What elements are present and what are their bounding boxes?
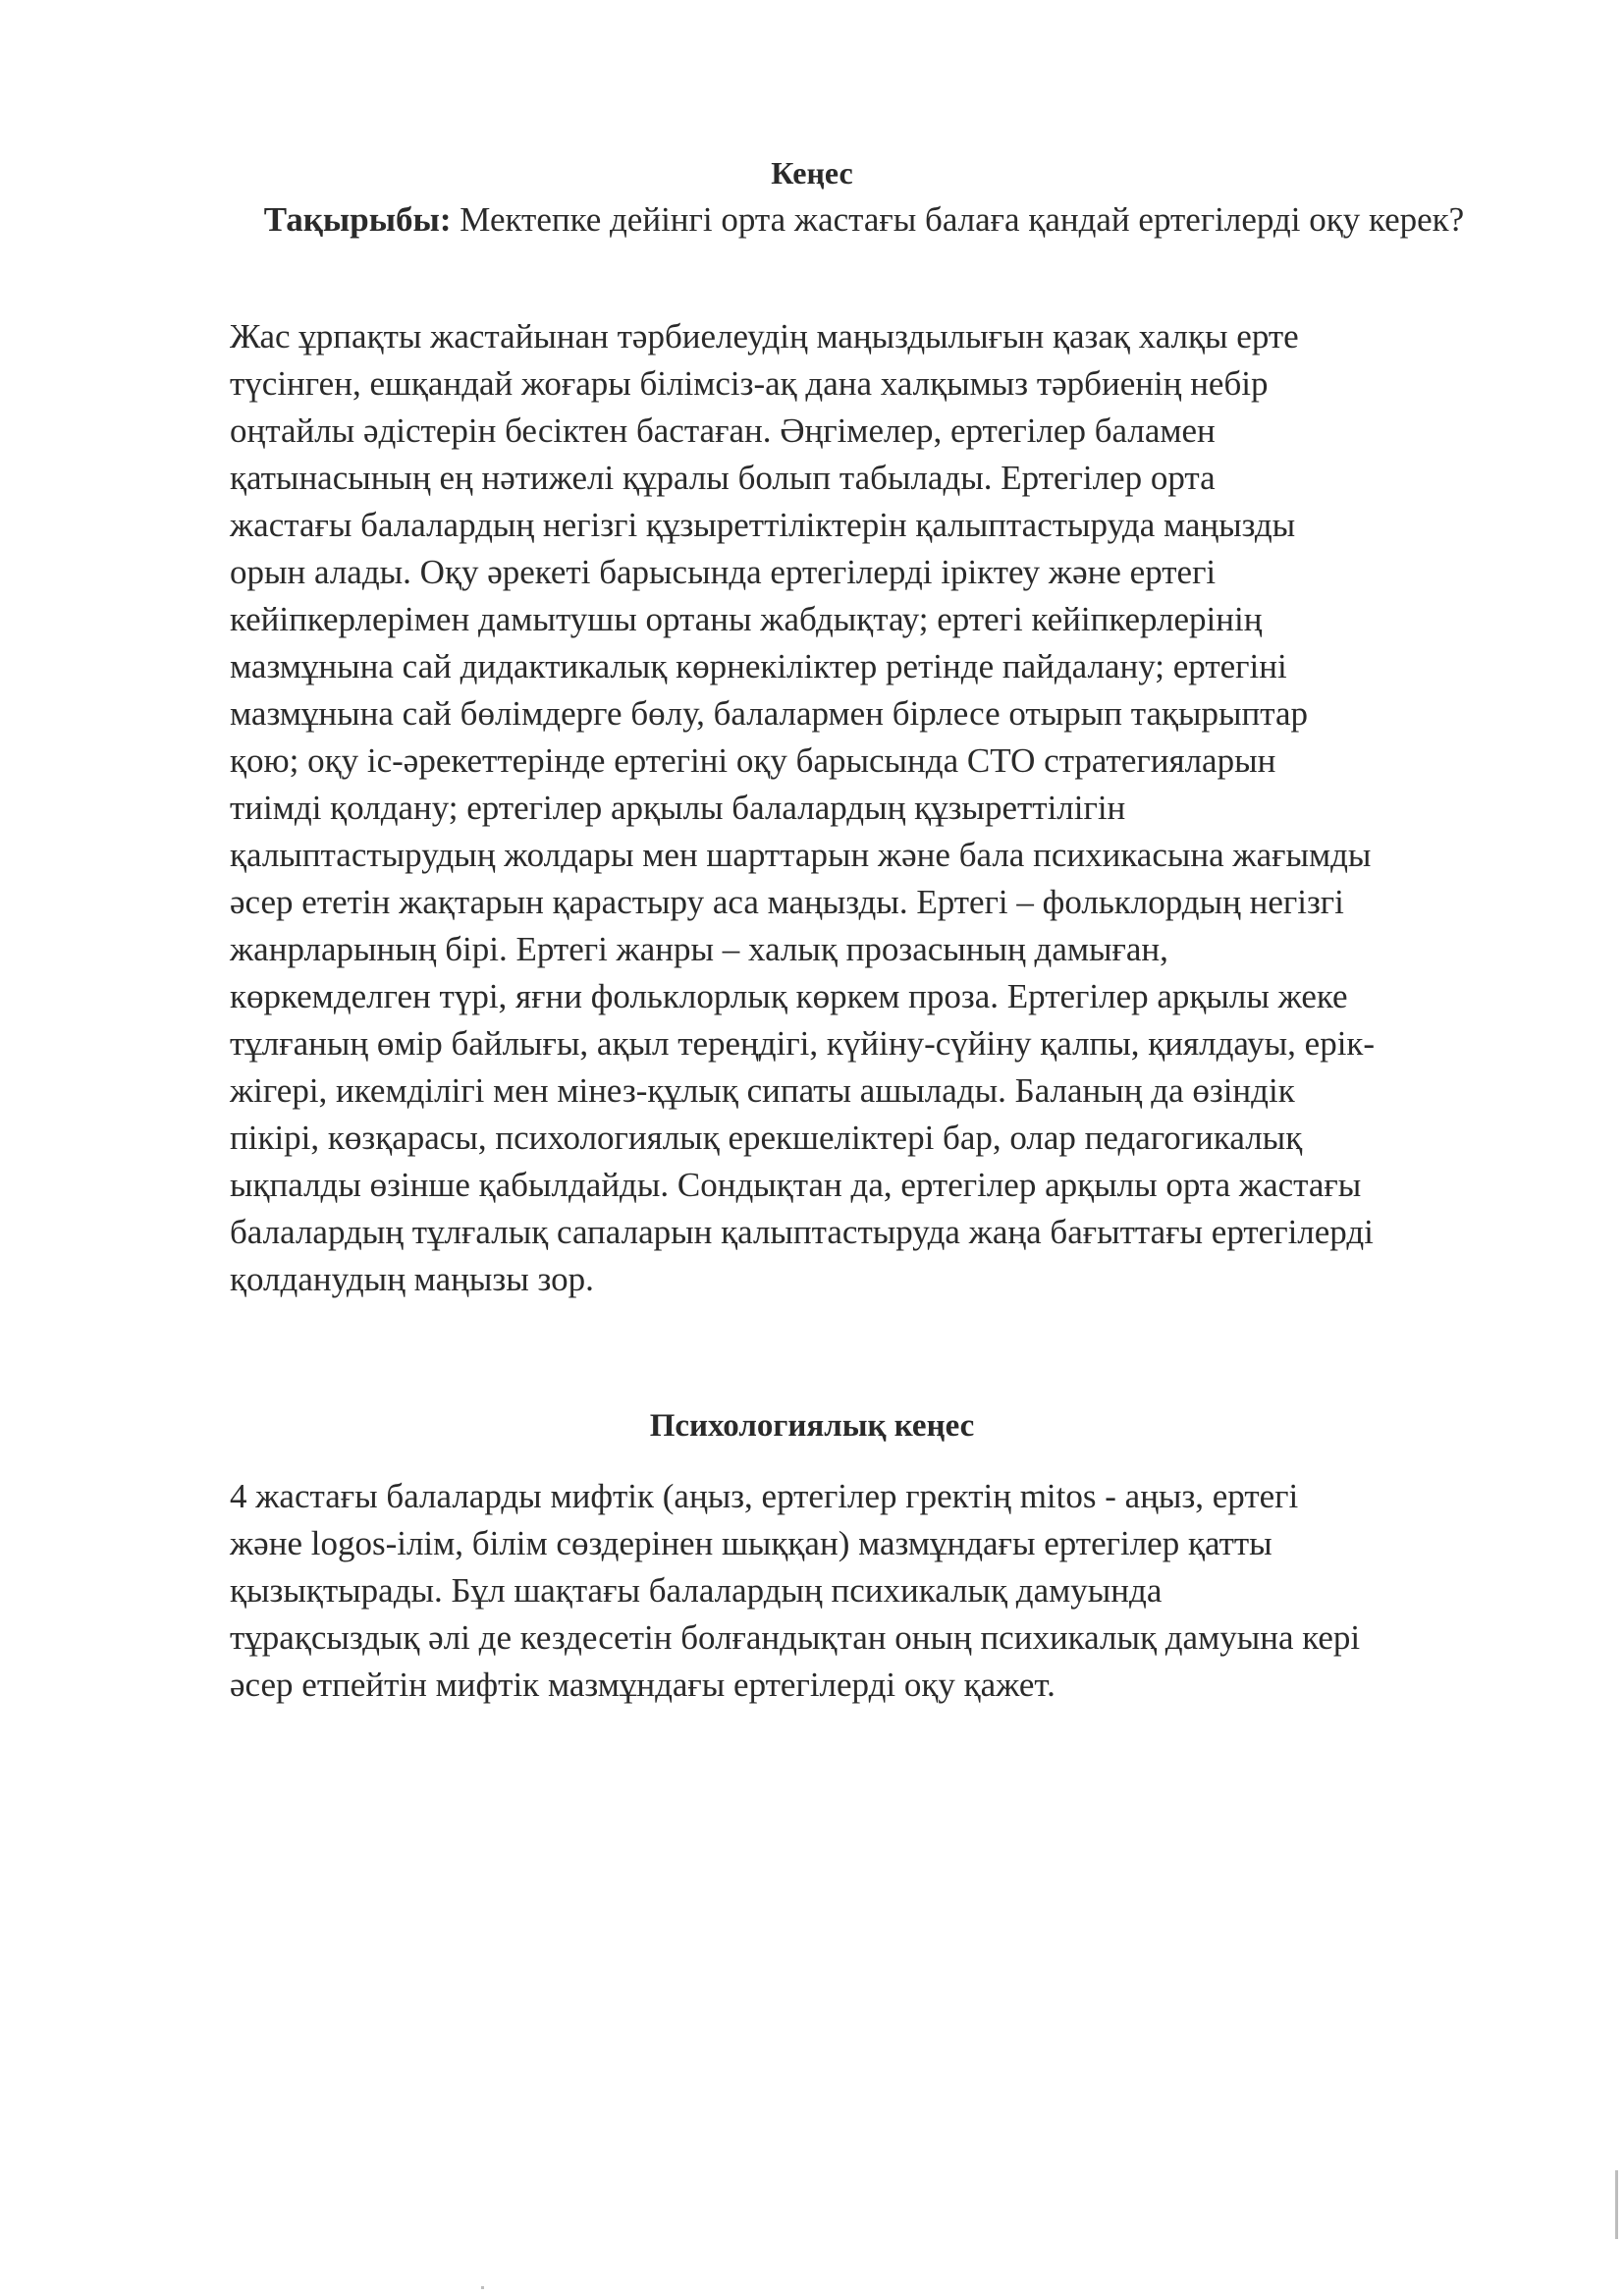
paragraph-line: жігері, икемділігі мен мінез-құлық сипаты ашылады. Баланың да өзіндік [230, 1071, 1295, 1110]
paragraph-line: әсер ететін жақтарын қарастыру аса маңызды. Ертегі – фольклордың негізгі [230, 883, 1344, 921]
scan-edge-mark [1615, 2170, 1618, 2239]
paragraph-line: және logos-ілім, білім сөздерінен шыққан) мазмұндағы ертегілер қатты [230, 1524, 1272, 1562]
paragraph-line: тұрақсыздық әлі де кездесетін болғандықтан оның психикалық дамуына кері [230, 1618, 1361, 1657]
paragraph-line: ықпалды өзінше қабылдайды. Сондықтан да, ертегілер арқылы орта жастағы [230, 1166, 1362, 1204]
paragraph-line: Жас ұрпақты жастайынан тәрбиелеудің маңыздылығын қазақ халқы ерте [230, 317, 1299, 355]
paragraph-line: түсінген, ешқандай жоғары білімсіз-ақ дана халқымыз тәрбиенің небір [230, 364, 1269, 403]
paragraph-line: кейіпкерлерімен дамытушы ортаны жабдықтау; ертегі кейіпкерлерінің [230, 600, 1263, 638]
document-topic [236, 196, 1492, 244]
paragraph-main [230, 313, 1545, 1303]
paragraph-line: қолданудың маңызы зор. [230, 1260, 594, 1298]
paragraph-line: қызықтырады. Бұл шақтағы балалардың психикалық дамуында [230, 1571, 1163, 1610]
paragraph-line: жанрларының бірі. Ертегі жанры – халық прозасының дамыған, [230, 930, 1168, 968]
paragraph-line: балалардың тұлғалық сапаларын қалыптастыруда жаңа бағыттағы ертегілерді [230, 1213, 1374, 1251]
paragraph-line: 4 жастағы балаларды мифтік (аңыз, ертегілер гректің mitos - аңыз, ертегі [230, 1477, 1299, 1515]
paragraph-line: әсер етпейтін мифтік мазмұндағы ертегілерді оқу қажет. [230, 1666, 1056, 1704]
paragraph-line: орын алады. Оқу әрекеті барысында ертегілерді іріктеу және ертегі [230, 553, 1217, 591]
topic-text: Мектепке дейінгі орта жастағы балаға қандай ертегілерді оқу керек? [460, 200, 1465, 239]
paragraph-line: көркемделген түрі, яғни фольклорлық көркем проза. Ертегілер арқылы жеке [230, 977, 1348, 1015]
paragraph-line: қатынасының ең нәтижелі құралы болып табылады. Ертегілер орта [230, 459, 1216, 497]
paragraph-line: мазмұнына сай бөлімдерге бөлу, балалармен бірлесе отырып тақырыптар [230, 694, 1309, 733]
topic-label: Тақырыбы: [263, 200, 452, 239]
document-title: Кеңес [771, 155, 853, 191]
paragraph-line: пікірі, көзқарасы, психологиялық ерекшеліктері бар, олар педагогикалық [230, 1119, 1303, 1157]
paragraph-line: қалыптастырудың жолдары мен шарттарын және бала психикасына жағымды [230, 836, 1372, 874]
paragraph-line: тұлғаның өмір байлығы, ақыл тереңдігі, күйіну-сүйіну қалпы, қиялдауы, ерік- [230, 1024, 1376, 1063]
paragraph-line: оңтайлы әдістерін бесіктен бастаған. Әңгімелер, ертегілер баламен [230, 411, 1216, 450]
paragraph-line: жастағы балалардың негізгі құзыреттіліктерін қалыптастыруда маңызды [230, 506, 1296, 544]
section-heading: Психологиялық кеңес [649, 1408, 975, 1444]
scan-dot-mark [481, 2286, 484, 2289]
paragraph-psychology [230, 1473, 1545, 1709]
paragraph-line: тиімді қолдану; ертегілер арқылы балалардың құзыреттілігін [230, 789, 1126, 827]
paragraph-line: мазмұнына сай дидактикалық көрнекіліктер ретінде пайдалану; ертегіні [230, 647, 1287, 685]
paragraph-line: қою; оқу іс-әрекеттерінде ертегіні оқу барысында СТО стратегияларын [230, 741, 1276, 780]
